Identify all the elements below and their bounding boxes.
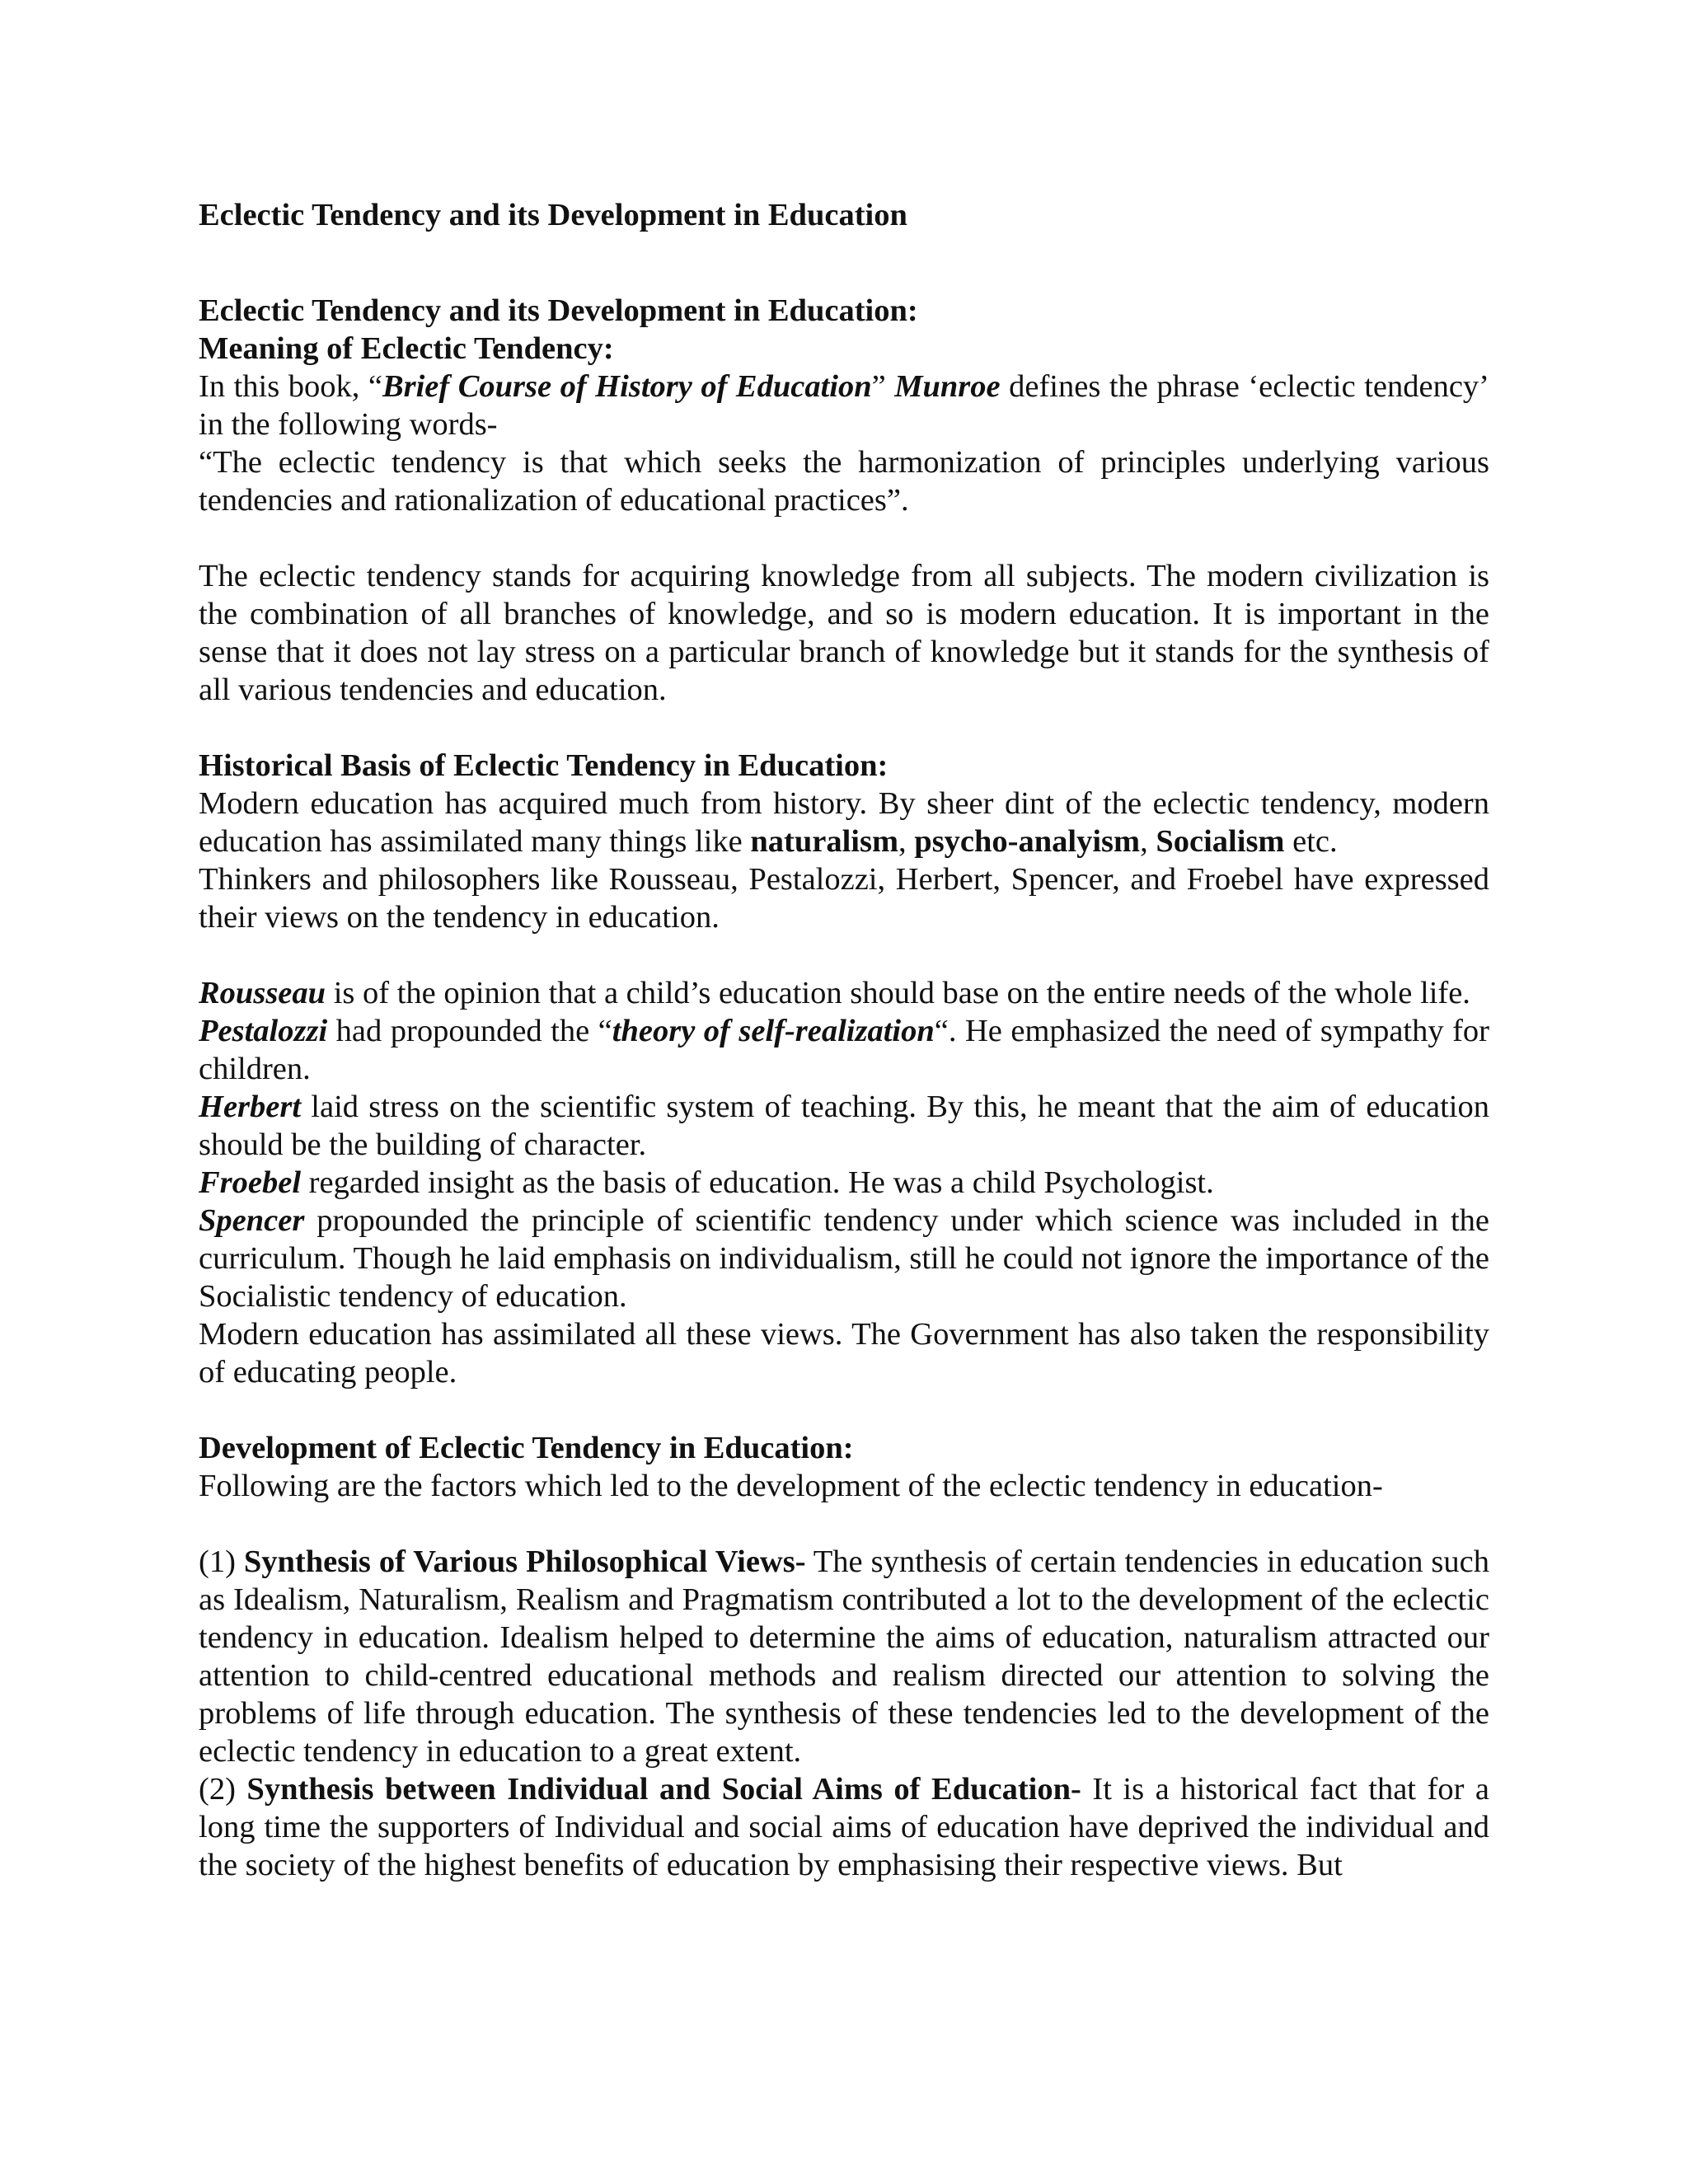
text-fragment: had propounded the “ [327,1014,612,1048]
paragraph-quote: “The eclectic tendency is that which seeks the harmonization of principles underlying various tendencies and rationalization of educational practices”. [199,445,1489,518]
paragraph-pestalozzi [199,1012,1489,1088]
paragraph-assimilated-views: Modern education has assimilated all these views. The Government has also taken the responsibility of educating people. [199,1317,1489,1390]
term-naturalism: naturalism [750,824,899,859]
paragraph-eclectic-knowledge: The eclectic tendency stands for acquiring knowledge from all subjects. The modern civilization is the combination of all branches of knowledge, and so is modern education. It is important in the sense that it does not lay stress on a particular branch of knowledge but it stands for the synthesis of all various tendencies and education. [199,559,1489,707]
item-heading: Synthesis of Various Philosophical Views- [243,1544,806,1579]
list-item-philosophical-views [199,1543,1489,1770]
section-heading-eclectic-tendency: Eclectic Tendency and its Development in Education: [199,293,918,328]
name-herbert: Herbert [199,1090,302,1124]
paragraph-modern-education [199,785,1489,860]
text-fragment: defines the phrase ‘eclectic tendency’ in the following words- [199,369,1489,442]
book-title: Brief Course of History of Education [382,369,872,404]
text-fragment: In this book, “ [199,369,382,404]
paragraph-spencer [199,1202,1489,1315]
paragraph-herbert [199,1088,1489,1164]
name-pestalozzi: Pestalozzi [199,1014,328,1048]
item-number: (2) [199,1772,247,1807]
name-rousseau: Rousseau [199,976,326,1010]
list-item-individual-social-aims [199,1770,1489,1884]
item-number: (1) [199,1544,244,1579]
text-fragment: “. He emphasized the need of sympathy for children. [199,1014,1489,1086]
text-fragment: , [898,824,915,859]
name-spencer: Spencer [199,1203,305,1238]
document-title: Eclectic Tendency and its Development in Education [199,198,907,232]
term-psycho-analyism: psycho-analyism [914,824,1141,859]
text-fragment: etc. [1284,824,1338,859]
text-fragment: The synthesis of certain tendencies in education such as Idealism, Naturalism, Realism and Pragmatism contributed a lot to the development of the eclectic tendency in education. Idealism helped to determine the aims of education, naturalism attracted our attention to child-centred educational methods and realism directed our attention to solving the problems of life through education. The synthesis of these tendencies led to the development of the eclectic tendency in education to a great extent. [199,1544,1489,1769]
paragraph-froebel [199,1164,1489,1202]
name-froebel: Froebel [199,1165,302,1200]
paragraph-thinkers: Thinkers and philosophers like Rousseau, Pestalozzi, Herbert, Spencer, and Froebel have expressed their views on the tendency in education. [199,862,1489,935]
document-page [199,196,1489,1884]
term-socialism: Socialism [1156,824,1285,859]
theory-name: theory of self-realization [612,1014,935,1048]
item-heading: Synthesis between Individual and Social Aims of Education- [246,1772,1081,1807]
paragraph-rousseau [199,974,1489,1012]
subheading-meaning: Meaning of Eclectic Tendency: [199,331,614,366]
text-fragment: ” [871,369,895,404]
text-fragment: Modern education has acquired much from history. By sheer dint of the eclectic tendency, modern education has assimilated many things like [199,786,1489,859]
paragraph-munroe-definition [199,368,1489,443]
text-fragment: It is a historical fact that for a long time the supporters of Individual and social aims of education have deprived the individual and the society of the highest benefits of education by emphasising their respective views. But [199,1772,1489,1882]
paragraph-factors-intro: Following are the factors which led to the development of the eclectic tendency in education- [199,1469,1383,1503]
author-name: Munroe [894,369,1001,404]
text-fragment: , [1140,824,1156,859]
text-fragment: laid stress on the scientific system of teaching. By this, he meant that the aim of education should be the building of character. [199,1090,1489,1162]
section-heading-development: Development of Eclectic Tendency in Education: [199,1431,854,1465]
text-fragment: regarded insight as the basis of education. He was a child Psychologist. [301,1165,1214,1200]
text-fragment: propounded the principle of scientific tendency under which science was included in the curriculum. Though he laid emphasis on individualism, still he could not ignore the importance of the Socialistic tendency of education. [199,1203,1489,1314]
text-fragment: is of the opinion that a child’s education should base on the entire needs of the whole life. [326,976,1470,1010]
section-heading-historical-basis: Historical Basis of Eclectic Tendency in Education: [199,748,889,783]
